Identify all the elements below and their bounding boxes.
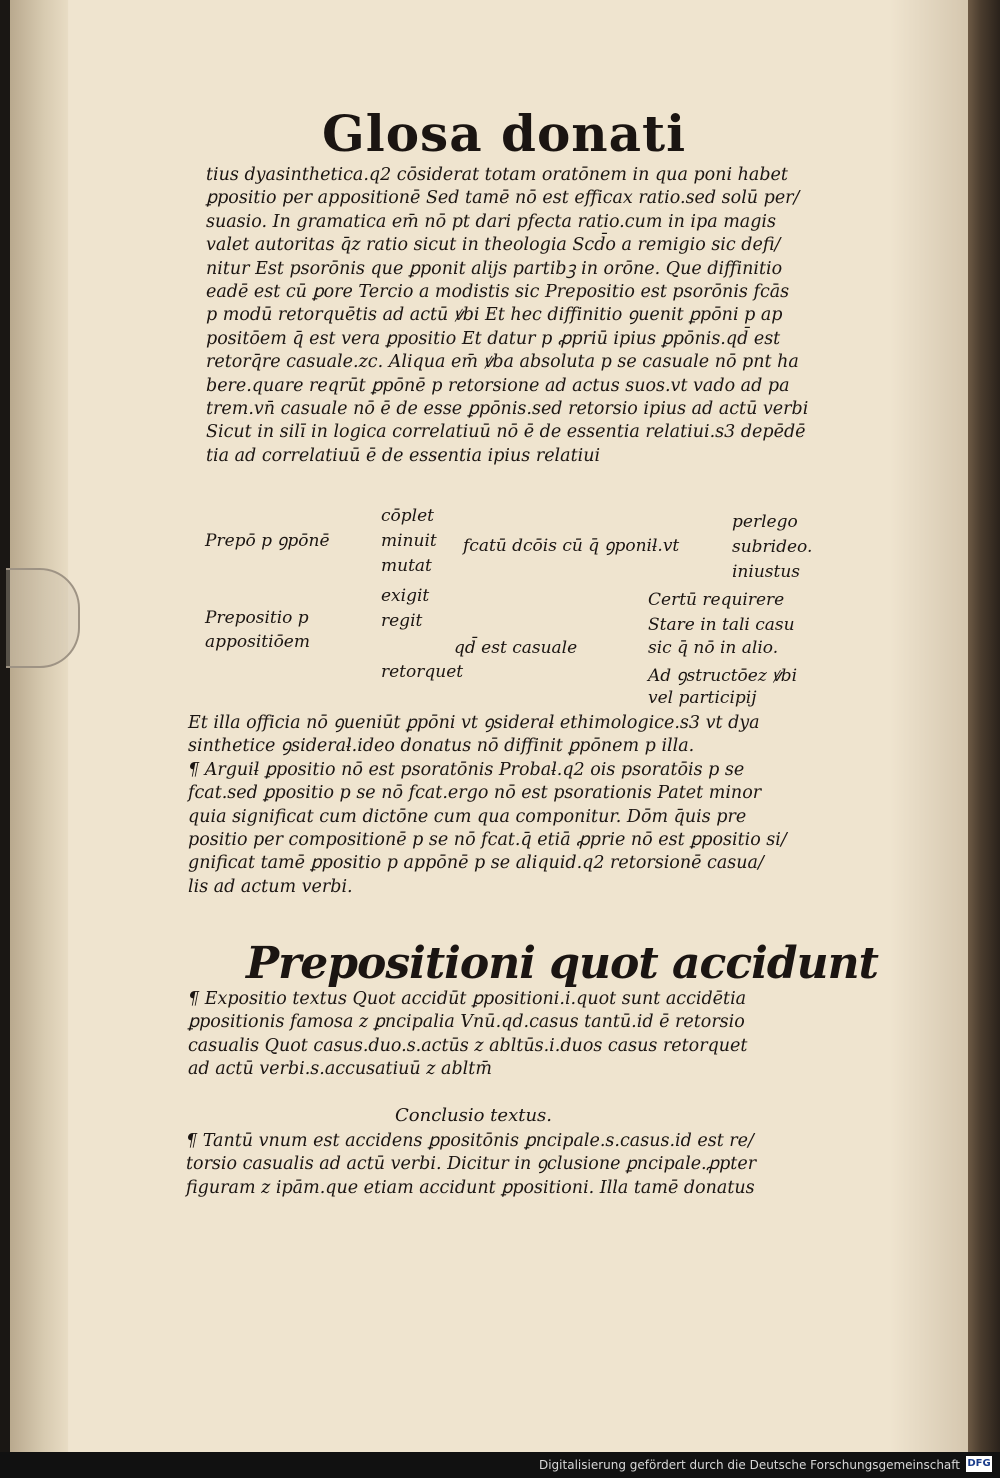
paragraph-1 (206, 164, 808, 468)
text-line: nitur Est psorōnis que ꝑponit alijs partibꝫ in orōne. Que diffinitio (206, 258, 783, 279)
text-line: lis ad actum verbi. (188, 876, 353, 897)
text-line: casualis Quot casus.duo.s.actūs z abltūs.i.duos casus retorquet (188, 1035, 748, 1056)
diagram-col4-item: subrideo. (732, 537, 813, 557)
text-line: ¶ Tantū vnum est accidens ꝑpositōnis ꝑncipale.s.casus.id est re/ (186, 1131, 754, 1151)
text-line: suasio. In gramatica em̄ nō pt dari pfecta ratio.cum in ipa magis (206, 211, 777, 232)
diagram-col2-item: mutat (381, 556, 432, 576)
page-gutter (10, 0, 68, 1452)
conclusio-heading: Conclusio textus. (395, 1105, 553, 1126)
diagram-col1-bottom-a: Prepositio p (205, 608, 309, 628)
page-clip (6, 568, 80, 668)
diagram-col4-item: sic q̄ nō in alio. (648, 638, 779, 658)
paragraph-2 (188, 712, 787, 899)
text-line: ꝑpositionis famosa z ꝑncipalia Vnū.qd.casus tantū.id ē retorsio (188, 1012, 745, 1033)
text-line: torsio casualis ad actū verbi. Dicitur in ꝯclusione ꝑncipale.ꝓpter (186, 1154, 757, 1175)
text-line: ꝑpositio per appositionē Sed tamē nō est efficax ratio.sed solū per/ (206, 188, 800, 209)
diagram-col3-top: fcatū dcōis cū q̄ ꝯponiƚ.vt (463, 536, 680, 556)
diagram-col4-item: perlego (732, 512, 798, 532)
paragraph-3 (188, 988, 747, 1082)
diagram-col3-bottom: qd̄ est casuale (454, 638, 578, 658)
text-line: fcat.sed ꝑpositio p se nō fcat.ergo nō est psorationis Patet minor (188, 783, 762, 804)
diagram-col1-bottom-b: appositiōem (205, 632, 310, 652)
text-line: ad actū verbi.s.accusatiuū z abltm̄ (188, 1059, 492, 1080)
text-line: ¶ Arguiƚ ꝑpositio nō est psoratōnis Probaƚ.q2 ois psoratōis p se (188, 759, 745, 780)
diagram-col4-item: iniustus (732, 562, 800, 582)
dfg-logo: DFG (966, 1456, 992, 1472)
text-line: valet autoritas q̄z ratio sicut in theologia Scd̄o a remigio sic defi/ (206, 235, 781, 256)
footer-credit: Digitalisierung gefördert durch die Deutsche Forschungsgemeinschaft (538, 1458, 960, 1472)
paragraph-4 (186, 1130, 756, 1200)
diagram-col4-item: Ad ꝯstructōez ꝟbi (648, 666, 798, 686)
text-line: quia significat cum dictōne cum qua componitur. Dōm q̄uis pre (188, 806, 747, 827)
diagram-col4-item: vel participij (648, 688, 757, 708)
page-title: Glosa donati (322, 104, 687, 163)
text-line: figuram z ipām.que etiam accidunt ꝑpositioni. Illa tamē donatus (186, 1177, 755, 1198)
text-line: sinthetice ꝯsideraƚ.ideo donatus nō diffinit ꝑpōnem p illa. (188, 736, 695, 757)
diagram-col4-item: Stare in tali casu (648, 615, 795, 635)
book-edge (968, 0, 1000, 1452)
text-line: tius dyasinthetica.q2 cōsiderat totam oratōnem in qua poni habet (206, 165, 788, 185)
text-line: bere.quare reqrūt ꝑpōnē p retorsione ad actus suos.vt vado ad pa (206, 375, 790, 396)
diagram-col2-item: regit (381, 611, 423, 631)
text-line: gnificat tamē ꝑpositio p appōnē p se aliquid.q2 retorsionē casua/ (188, 853, 764, 874)
text-line: tia ad correlatiuū ē de essentia ipius relatiui (206, 445, 601, 466)
text-line: positio per compositionē p se nō fcat.q̄ etiā ꝓprie nō est ꝑpositio si/ (188, 829, 787, 850)
text-line: Et illa officia nō ꝯueniūt ꝑpōni vt ꝯsideraƚ ethimologice.s3 vt dya (188, 713, 760, 733)
text-line: p modū retorquētis ad actū ꝟbi Et hec diffinitio ꝯuenit ꝑpōni p ap (206, 305, 783, 326)
diagram-col2-item: minuit (381, 531, 437, 551)
section-heading: Prepositioni quot accidunt (246, 938, 878, 989)
text-line: eadē est cū ꝑore Tercio a modistis sic Prepositio est psorōnis fcās (206, 281, 790, 302)
text-line: ¶ Expositio textus Quot accidūt ꝑpositioni.i.quot sunt accidētia (188, 989, 747, 1009)
diagram-col2-item: exigit (381, 586, 430, 606)
diagram-col2-item: retorquet (381, 662, 464, 682)
text-line: positōem q̄ est vera ꝑpositio Et datur p ꝓpriū ipius ꝑpōnis.qd̄ est (206, 328, 781, 349)
diagram-col2-item: cōplet (381, 506, 434, 526)
text-line: Sicut in silī in logica correlatiuū nō ē de essentia relatiui.s3 depēdē (206, 422, 806, 443)
text-line: trem.vn̄ casuale nō ē de esse ꝑpōnis.sed retorsio ipius ad actū verbi (206, 398, 809, 419)
diagram-col4-item: Certū requirere (648, 590, 785, 610)
diagram-col1-top: Prepō p ꝯpōnē (205, 531, 330, 551)
text-line: retorq̄re casuale.zc. Aliqua em̄ ꝟba absoluta p se casuale nō pnt ha (206, 352, 799, 373)
